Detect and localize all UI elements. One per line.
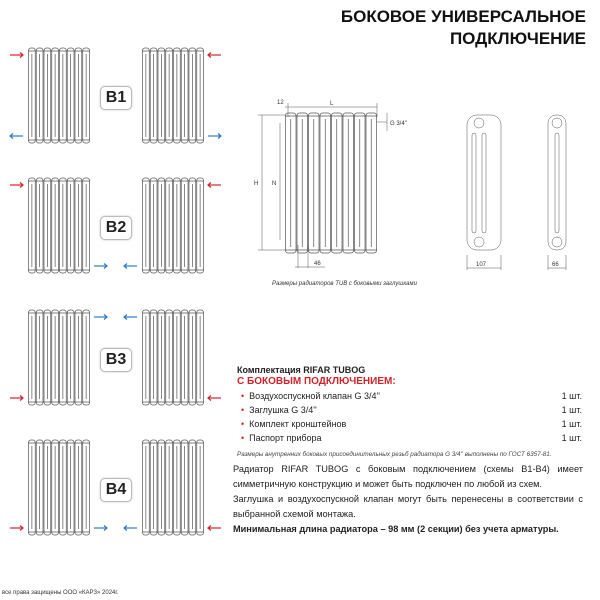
kit-heading: Комплектация RIFAR TUBOG [237,365,366,375]
radiator-left [28,440,90,535]
page-title: БОКОВОЕ УНИВЕРСАЛЬНОЕ ПОДКЛЮЧЕНИЕ [340,7,586,48]
drawing-caption: Размеры радиаторов TUB с боковыми заглушками [272,281,417,287]
return-arrow-icon [94,526,107,531]
return-arrow-icon [94,315,107,320]
bullet-icon: • [241,391,245,401]
scheme-label: B1 [100,86,132,110]
return-arrow-icon [10,134,23,139]
scheme-label: B3 [100,348,132,372]
radiator-right [142,440,204,535]
kit-item: • Паспорт прибора 1 шт. [241,433,582,443]
supply-arrow-icon [10,526,23,531]
radiator-left [28,310,90,405]
return-arrow-icon [124,315,137,320]
description: Радиатор RIFAR TUBOG с боковым подключением (схемы B1-B4) имеет симметричную конструкцию и может быть подключен по любой из схем. Заглушка и воздухоспускной клапан могут быть перенесены в соответствии с выбранной схемой монтажа. Минимальная длина радиатора – 98 мм (2 секции) без учета арматуры. [233,464,583,534]
kit-item: • Воздухоспускной клапан G 3/4'' 1 шт. [241,391,582,401]
kit-note: Размеры внутренних боковых присоединительных резьб радиатора G 3/4'' выполнены по ГОСТ 6357-81. [237,451,552,458]
radiator-left [28,48,90,143]
scheme-label: B4 [100,478,132,502]
bullet-icon: • [241,433,245,443]
scheme-label: B2 [100,216,132,240]
dimension-drawing [250,95,600,290]
kit-section [237,365,582,458]
return-arrow-icon [124,526,137,531]
dim-66: 66 [552,262,559,268]
dim-12: 12 [277,100,284,106]
dim-N: N [272,181,277,187]
dim-L: L [330,101,334,107]
return-arrow-icon [94,264,107,269]
supply-arrow-icon [208,396,221,401]
supply-arrow-icon [208,526,221,531]
copyright: все права защищены ООО «КАРЗ» 2024г. [2,590,119,596]
kit-item: • Заглушка G 3/4'' 1 шт. [241,405,582,415]
dim-107: 107 [476,262,487,268]
dim-H: H [254,181,259,187]
dim-46: 46 [314,261,321,267]
radiator-right [142,310,204,405]
return-arrow-icon [124,264,137,269]
supply-arrow-icon [208,53,221,58]
bullet-icon: • [241,405,245,415]
bullet-icon: • [241,419,245,429]
kit-subheading: С БОКОВЫМ ПОДКЛЮЧЕНИЕМ: [237,376,396,387]
supply-arrow-icon [208,183,221,188]
supply-arrow-icon [10,396,23,401]
supply-arrow-icon [10,183,23,188]
radiator-front-view [285,113,377,253]
dim-thread: G 3/4'' [390,121,407,127]
supply-arrow-icon [10,53,23,58]
radiator-left [28,178,90,273]
kit-item: • Комплект кронштейнов 1 шт. [241,419,582,429]
radiator-right [142,48,204,143]
return-arrow-icon [208,134,221,139]
radiator-right [142,178,204,273]
